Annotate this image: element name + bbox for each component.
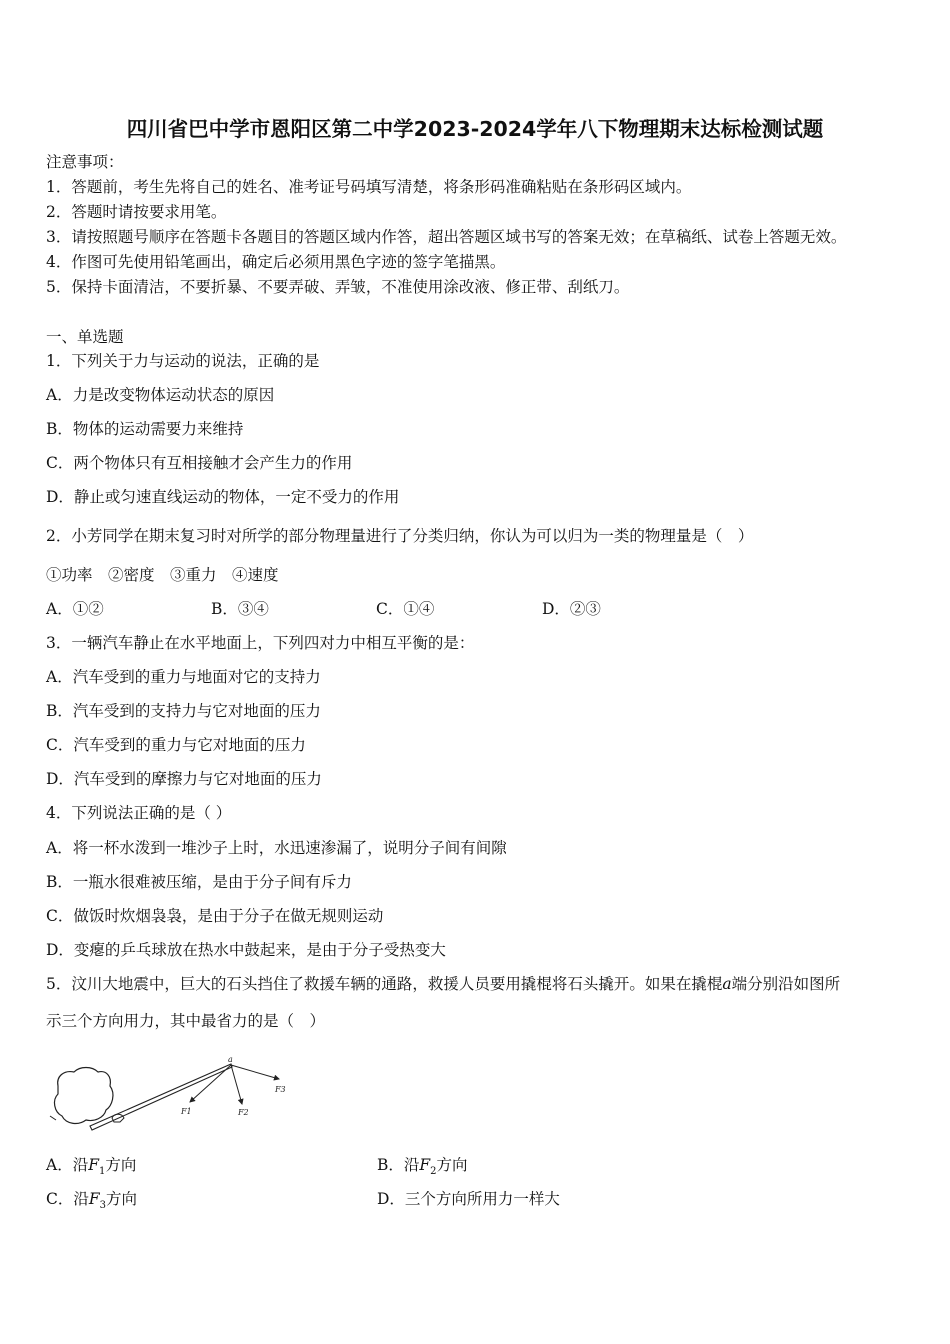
- option-a-suffix: 方向: [105, 1156, 137, 1174]
- question-2-option-b: B．③④: [211, 600, 269, 618]
- option-b-suffix: 方向: [436, 1156, 468, 1174]
- question-2-options: [46, 599, 646, 619]
- option-b-sub: 2: [430, 1166, 437, 1178]
- question-5-stem-var: a: [722, 975, 732, 993]
- question-5-stem-line-1: [46, 974, 840, 994]
- option-c-suffix: 方向: [106, 1190, 138, 1208]
- question-3-option-d: D．汽车受到的摩擦力与它对地面的压力: [46, 770, 322, 788]
- force-label-f2: F2: [238, 1108, 249, 1117]
- question-1-option-a: A．力是改变物体运动状态的原因: [46, 386, 275, 404]
- question-5-stem-line-2: 示三个方向用力，其中最省力的是（ ）: [46, 1012, 326, 1030]
- option-a-sub: 1: [98, 1166, 106, 1178]
- question-3-option-b: B．汽车受到的支持力与它对地面的压力: [46, 702, 321, 720]
- force-label-f3: F3: [275, 1085, 286, 1094]
- question-1-stem: 1．下列关于力与运动的说法，正确的是: [46, 352, 320, 370]
- question-2-stem: 2．小芳同学在期末复习时对所学的部分物理量进行了分类归纳，你认为可以归为一类的物理量是（ ）: [46, 527, 754, 545]
- point-a-label: a: [228, 1055, 233, 1064]
- question-1-option-c: C．两个物体只有互相接触才会产生力的作用: [46, 454, 353, 472]
- question-4-stem: 4．下列说法正确的是（ ）: [46, 804, 232, 822]
- lever-bar: [90, 1064, 232, 1130]
- notice-item: 2．答题时请按要求用笔。: [46, 203, 227, 221]
- section-heading: 一、单选题: [46, 328, 124, 346]
- question-3-option-a: A．汽车受到的重力与地面对它的支持力: [46, 668, 321, 686]
- question-5-option-d: D．三个方向所用力一样大: [377, 1190, 560, 1208]
- question-5-option-c: [46, 1189, 137, 1216]
- page-title: 四川省巴中学市恩阳区第二中学2023-2024学年八下物理期末达标检测试题: [126, 117, 824, 141]
- ground-line: [50, 1116, 56, 1120]
- question-3-stem: 3．一辆汽车静止在水平地面上，下列四对力中相互平衡的是：: [46, 634, 475, 652]
- question-5-stem-text: 5．汶川大地震中，巨大的石头挡住了救援车辆的通路，救援人员要用撬棍将石头撬开。如果在撬棍: [46, 975, 723, 993]
- notice-heading: 注意事项：: [46, 153, 124, 171]
- question-4-option-b: B．一瓶水很难被压缩，是由于分子间有斥力: [46, 873, 352, 891]
- notice-item: 4．作图可先使用铅笔画出，确定后必须用黑色字迹的签字笔描黑。: [46, 253, 506, 271]
- rock-shape: [55, 1068, 113, 1124]
- question-2-items: ①功率 ②密度 ③重力 ④速度: [46, 566, 279, 584]
- force-arrow-f3: [231, 1065, 279, 1079]
- force-arrow-f2: [231, 1065, 242, 1104]
- question-4-option-c: C．做饭时炊烟袅袅，是由于分子在做无规则运动: [46, 907, 384, 925]
- question-3-option-c: C．汽车受到的重力与它对地面的压力: [46, 736, 306, 754]
- notice-item: 5．保持卡面清洁，不要折暴、不要弄破、弄皱，不准使用涂改液、修正带、刮纸刀。: [46, 278, 630, 296]
- question-1-option-b: B．物体的运动需要力来维持: [46, 420, 244, 438]
- question-4-option-a: A．将一杯水泼到一堆沙子上时，水迅速渗漏了，说明分子间有间隙: [46, 839, 507, 857]
- question-2-option-a: A．①②: [46, 600, 104, 618]
- question-4-option-d: D．变瘪的乒乓球放在热水中鼓起来，是由于分子受热变大: [46, 941, 446, 959]
- option-c-sub: 3: [99, 1200, 107, 1212]
- option-b-var: F: [419, 1156, 431, 1174]
- question-2-option-d: D．②③: [542, 600, 601, 618]
- option-b-prefix: B．沿: [377, 1156, 420, 1174]
- question-1-option-d: D．静止或匀速直线运动的物体，一定不受力的作用: [46, 488, 400, 506]
- notice-item: 1．答题前，考生先将自己的姓名、准考证号码填写清楚，将条形码准确粘贴在条形码区域内。: [46, 178, 692, 196]
- question-5-stem-text-end: 端分别沿如图所: [731, 975, 841, 993]
- notice-item: 3．请按照题号顺序在答题卡各题目的答题区域内作答，超出答题区域书写的答案无效；在草稿纸、试卷上答题无效。: [46, 228, 847, 246]
- option-c-var: F: [88, 1190, 100, 1208]
- option-a-prefix: A．沿: [46, 1156, 89, 1174]
- question-2-option-c: C．①④: [376, 600, 435, 618]
- question-5-option-b: [377, 1155, 468, 1182]
- force-label-f1: F1: [181, 1107, 192, 1116]
- question-5-option-a: [46, 1155, 136, 1182]
- option-a-var: F: [88, 1156, 99, 1174]
- lever-diagram: [46, 1050, 296, 1135]
- option-c-prefix: C．沿: [46, 1190, 89, 1208]
